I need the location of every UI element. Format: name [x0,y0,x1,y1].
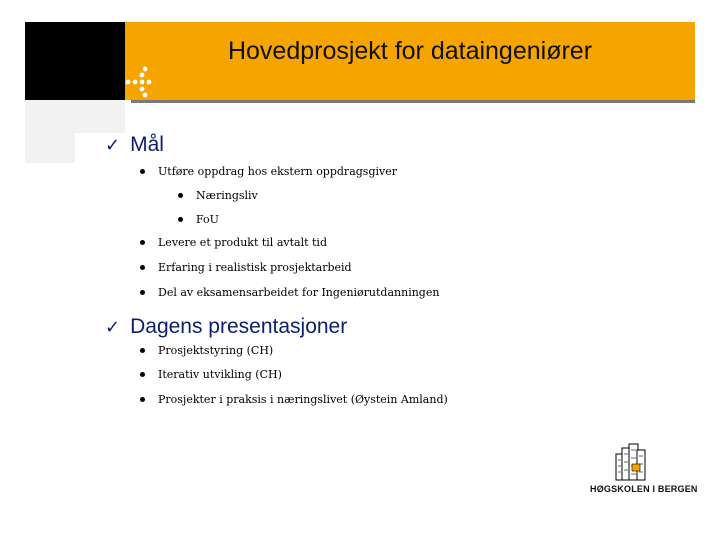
list-item-label: Del av eksamensarbeidet for Ingeniørutdanningen [158,286,440,299]
header-shadow [131,100,695,103]
bullet-icon [140,240,145,245]
list-item-label: Utføre oppdrag hos ekstern oppdragsgiver [158,165,397,178]
section-heading-label: Mål [130,133,164,156]
hib-logo-icon [588,438,692,482]
section-heading-label: Dagens presentasjoner [130,315,348,338]
list-item-label: Næringsliv [196,189,258,202]
header-gray-step-1 [25,100,125,133]
list-item-label: Erfaring i realistisk prosjektarbeid [158,261,352,274]
dotted-arrow-icon [124,64,158,98]
list-item [140,165,397,179]
list-item [140,393,448,407]
bullet-icon [178,193,183,198]
bullet-icon [140,372,145,377]
list-item [140,344,273,358]
bullet-icon [140,290,145,295]
list-item [140,261,352,275]
list-item-label: FoU [196,213,219,226]
check-icon: ✓ [105,135,121,156]
bullet-icon [140,169,145,174]
list-item [178,213,219,227]
header-gray-step-2 [25,133,75,163]
bullet-icon [140,265,145,270]
list-item [140,368,282,382]
slide-title: Hovedprosjekt for dataingeniører [227,37,593,65]
header-black-block [25,22,125,100]
bullet-icon [178,217,183,222]
section-heading-presentasjoner [105,315,347,340]
bullet-icon [140,348,145,353]
list-item [178,189,258,203]
list-item-label: Iterativ utvikling (CH) [158,368,282,381]
list-item-label: Levere et produkt til avtalt tid [158,236,327,249]
check-icon: ✓ [105,317,121,338]
bullet-icon [140,397,145,402]
logo-text: HØGSKOLEN I BERGEN [590,484,698,494]
list-item-label: Prosjektstyring (CH) [158,344,274,357]
list-item [140,236,327,250]
section-heading-maal [105,133,164,158]
list-item-label: Prosjekter i praksis i næringslivet (Øystein Amland) [158,393,448,406]
list-item [140,286,439,300]
